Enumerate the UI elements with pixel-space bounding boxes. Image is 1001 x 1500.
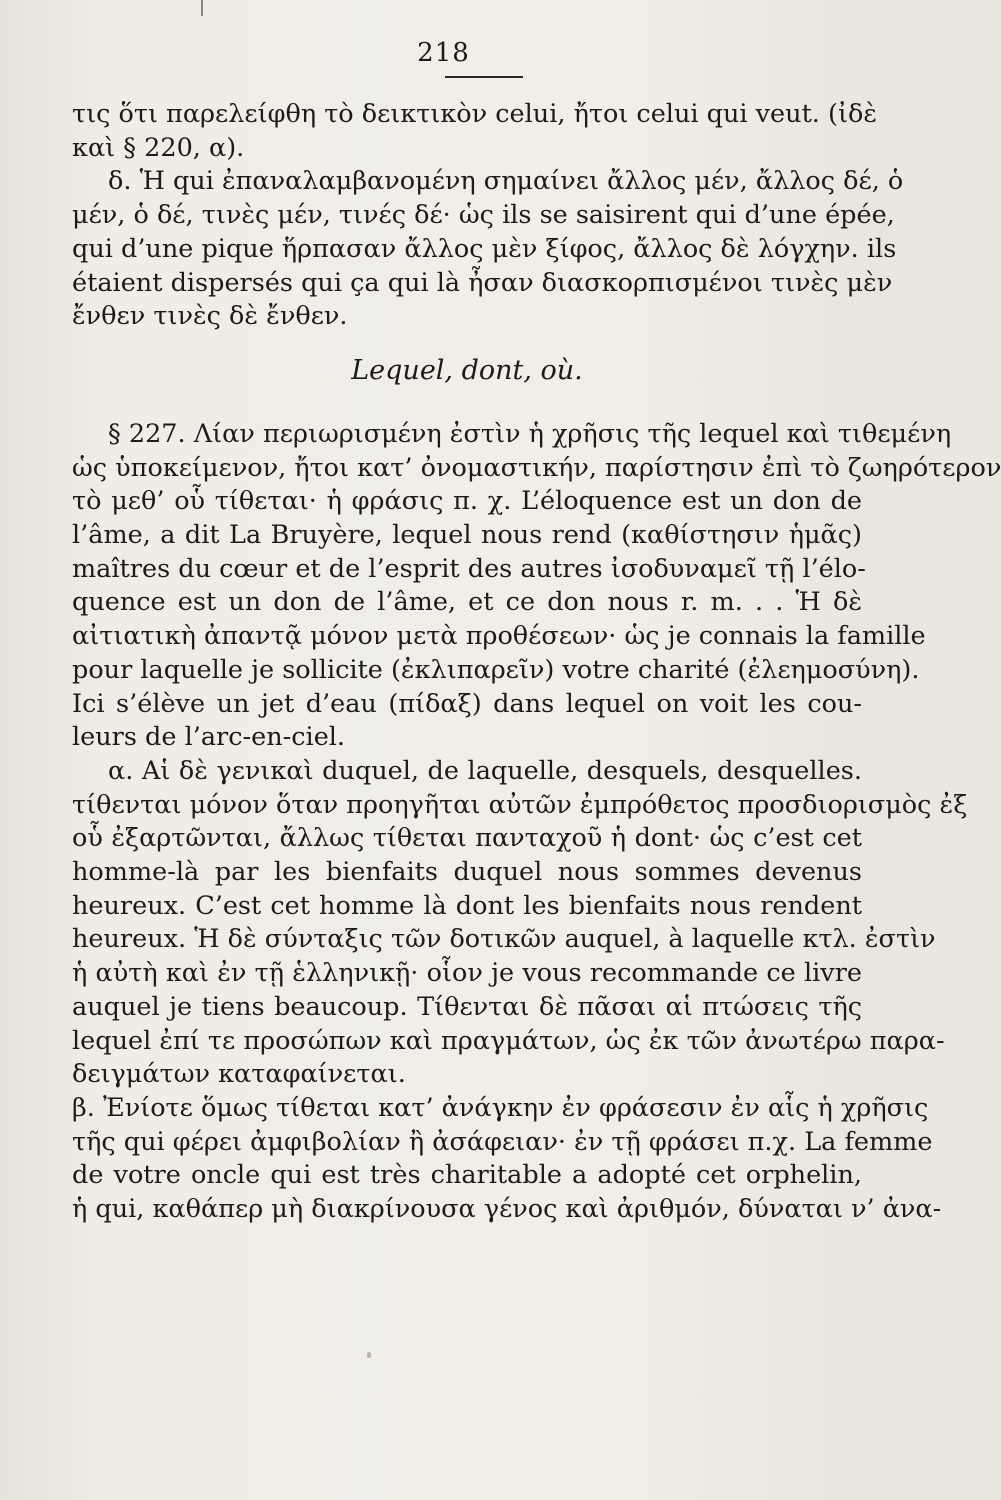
text-line: μέν, ὁ δέ, τινὲς μέν, τινές δέ· ὡς ils se saisirent qui d’une épée, — [72, 200, 895, 231]
text-line: α. Αἱ δὲ γενικαὶ duquel, de laquelle, desquels, desquelles. — [108, 755, 862, 786]
text-line: τις ὅτι παρελείφθη τὸ δεικτικὸν celui, ἤτοι celui qui veut. (ἰδὲ — [72, 99, 878, 129]
text-line: homme-là par les bienfaits duquel nous sommes devenus — [72, 857, 862, 888]
text-line: auquel je tiens beaucoup. Τίθενται δὲ πᾶσαι αἱ πτώσεις τῆς — [72, 991, 862, 1022]
text-line: τῆς qui φέρει ἀμφιβολίαν ἢ ἀσάφειαν· ἐν τῇ φράσει π.χ. La femme — [72, 1126, 933, 1157]
margin-mark — [201, 0, 203, 16]
text-line: heureux. Ἡ δὲ σύνταξις τῶν δοτικῶν auquel, à laquelle κτλ. ἐστὶν — [72, 924, 936, 955]
page-number-rule — [445, 76, 523, 78]
text-line: qui d’une pique ἥρπασαν ἄλλος μὲν ξίφος, ἄλλος δὲ λόγχην. ils — [72, 233, 897, 264]
text-line: de votre oncle qui est très charitable a adopté cet orphelin, — [72, 1160, 862, 1191]
page-text — [72, 98, 1001, 1227]
ink-speck — [367, 1352, 371, 1358]
text-line: Ici s’élève un jet d’eau (πίδαξ) dans lequel on voit les cou- — [72, 688, 862, 719]
text-line: maîtres du cœur et de l’esprit des autres ἰσοδυναμεῖ τῇ l’élo- — [72, 553, 866, 584]
text-line: δειγμάτων καταφαίνεται. — [72, 1059, 406, 1090]
text-line: lequel ἐπί τε προσώπων καὶ πραγμάτων, ὡς ἐκ τῶν ἀνωτέρω παρα- — [72, 1025, 945, 1056]
text-line: β. Ἐνίοτε ὅμως τίθεται κατ’ ἀνάγκην ἐν φράσεσιν ἐν αἷς ἡ χρῆσις — [72, 1092, 929, 1123]
text-line: quence est un don de l’âme, et ce don nous r. m. . . Ἡ δὲ — [72, 587, 862, 618]
text-line: pour laquelle je sollicite (ἐκλιπαρεῖν) votre charité (ἐλεημοσύνη). — [72, 654, 920, 685]
text-line: ἔνθεν τινὲς δὲ ἔνθεν. — [72, 301, 348, 332]
text-line: l’âme, a dit La Bruyère, lequel nous rend (καθίστησιν ἡμᾶς) — [72, 520, 862, 551]
text-line: heureux. C’est cet homme là dont les bienfaits nous rendent — [72, 890, 862, 921]
text-line: ὡς ὑποκείμενον, ἤτοι κατ’ ὀνομαστικήν, παρίστησιν ἐπὶ τὸ ζωηρότερον — [72, 452, 1001, 483]
text-line: τὸ μεθ’ οὗ τίθεται· ἡ φράσις π. χ. L’éloquence est un don de — [72, 486, 862, 517]
text-line: leurs de l’arc-en-ciel. — [72, 722, 346, 753]
text-line: τίθενται μόνον ὅταν προηγῆται αὐτῶν ἐμπρόθετος προσδιορισμὸς ἐξ — [72, 789, 968, 820]
text-line: § 227. Λίαν περιωρισμένη ἐστὶν ἡ χρῆσις τῆς lequel καὶ τιθεμένη — [108, 418, 952, 449]
section-heading: Lequel, dont, où. — [351, 354, 583, 386]
text-line: καὶ § 220, α). — [72, 132, 245, 163]
text-line: ἡ qui, καθάπερ μὴ διακρίνουσα γένος καὶ ἀριθμόν, δύναται ν’ ἀνα- — [72, 1194, 942, 1225]
text-line: ἡ αὐτὴ καὶ ἐν τῇ ἑλληνικῇ· οἷον je vous recommande ce livre — [72, 958, 862, 989]
text-line: étaient dispersés qui ça qui là ἦσαν διασκορπισμένοι τινὲς μὲν — [72, 267, 893, 298]
page-number: 218 — [417, 38, 470, 68]
text-line: οὗ ἐξαρτῶνται, ἄλλως τίθεται πανταχοῦ ἡ dont· ὡς c’est cet — [72, 823, 862, 854]
text-line: αἰτιατικὴ ἀπαντᾷ μόνον μετὰ προθέσεων· ὡς je connais la famille — [72, 621, 926, 652]
text-line: δ. Ἡ qui ἐπαναλαμβανομένη σημαίνει ἄλλος μέν, ἄλλος δέ, ὁ — [108, 166, 904, 197]
